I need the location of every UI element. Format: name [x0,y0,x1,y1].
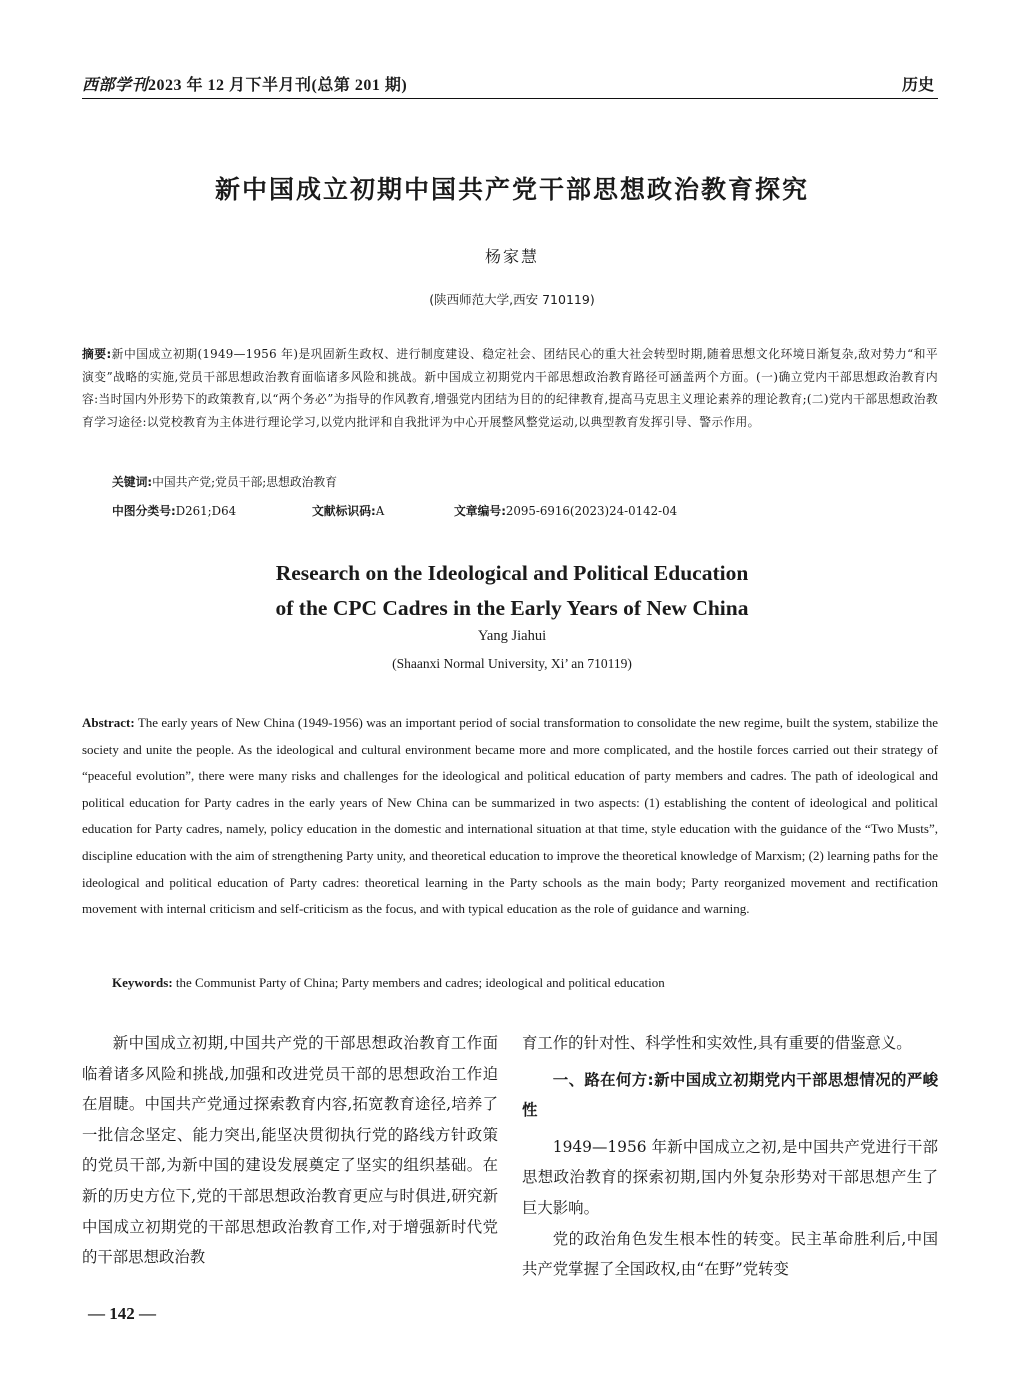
body-paragraph: 党的政治角色发生根本性的转变。民主革命胜利后,中国共产党掌握了全国政权,由“在野”党转变 [522,1229,938,1279]
document-code: 文献标识码:A [312,504,385,518]
issue-info: 2023 年 12 月下半月刊(总第 201 期) [148,77,408,94]
body-paragraph: 育工作的针对性、科学性和实效性,具有重要的借鉴意义。 [522,1034,912,1052]
running-header [82,72,938,99]
section-label: 历史 [901,75,934,94]
title-en-line-2: of the CPC Cadres in the Early Years of New China [275,596,749,620]
affiliation-en: (Shaanxi Normal University, Xi’ an 710119) [392,656,632,671]
keywords-cn-label: 关键词: [112,475,153,489]
abstract-cn-label: 摘要: [82,347,112,361]
keywords-en-text: the Communist Party of China; Party members and cadres; ideological and political education [175,975,665,990]
journal-logo: 西部学刊 [82,75,149,94]
body-paragraph: 新中国成立初期,中国共产党的干部思想政治教育工作面临着诸多风险和挑战,加强和改进党员干部的思想政治工作迫在眉睫。中国共产党通过探索教育内容,拓宽教育途径,培养了一批信念坚定、能力突出,能坚决贯彻执行党的路线方针政策的党员干部,为新中国的建设发展奠定了坚实的组织基础。在新的历史方位下,党的干部思想政治教育更应与时俱进,研究新中国成立初期党的干部思想政治教育工作,对于增强新时代党的干部思想政治教 [82,1034,498,1267]
author-cn: 杨家慧 [484,247,539,266]
abstract-cn-text: 新中国成立初期(1949—1956 年)是巩固新生政权、进行制度建设、稳定社会、团结民心的重大社会转型时期,随着思想文化环境日渐复杂,敌对势力“和平演变”战略的实施,党员干部思想政治教育面临诸多风险和挑战。新中国成立初期党内干部思想政治教育路径可涵盖两个方面。(一)确立党内干部思想政治教育内容:当时国内外形势下的政策教育,以“两个务必”为指导的作风教育,增强党内团结为目的的纪律教育,提高马克思主义理论素养的理论教育;(二)党内干部思想政治教育学习途径:以党校教育为主体进行理论学习,以党内批评和自我批评为中心开展整风整党运动,以典型教育发挥引导、警示作用。 [82,347,939,429]
classification-line [112,502,932,519]
article-title-cn: 新中国成立初期中国共产党干部思想政治教育探究 [214,175,809,204]
body-paragraph: 1949—1956 年新中国成立之初,是中国共产党进行干部思想政治教育的探索初期,国内外复杂形势对干部思想产生了巨大影响。 [522,1137,938,1217]
page-number: — 142 — [88,1304,156,1323]
body-column-right [522,1028,938,1285]
journal-issue-line [82,72,407,95]
author-en: Yang Jiahui [477,628,547,644]
keywords-cn [112,473,337,490]
section-heading: 一、路在何方:新中国成立初期党内干部思想情况的严峻性 [522,1070,938,1120]
abstract-en-text: The early years of New China (1949-1956) was an important period of social transformation to consolidate the new regime, built the system, stabilize the society and unite the people. As the ideological and cultural environment became more and more complicated, and the hostile forces carried out their strategy of “peaceful evolution”, there were many risks and challenges for the ideological and political education of party members and cadres. The path of ideological and political education for Party cadres in the early years of New China can be summarized in two aspects: (1) establishing the content of ideological and political education for Party cadres, namely, policy education in the domestic and international situation at that time, style education with the guidance of the “Two Musts”, discipline education with the aim of strengthening Party unity, and theoretical education to improve the theoretical knowledge of Marxism; (2) learning paths for the ideological and political education of Party cadres: theoretical learning in the Party schools as the main body; Party reorganized movement and rectification movement with internal criticism and self-criticism as the focus, and with typical education as the role of guidance and warning. [82,715,938,917]
abstract-cn [82,343,938,433]
body-column-left [82,1028,498,1273]
title-en-line-1: Research on the Ideological and Political Education [275,561,749,585]
keywords-cn-text: 中国共产党;党员干部;思想政治教育 [152,475,338,489]
clc-number: 中图分类号:D261;D64 [112,504,237,518]
keywords-en [112,975,932,991]
abstract-en [82,710,938,923]
affiliation-cn: (陕西师范大学,西安 710119) [429,292,595,307]
abstract-en-label: Abstract: [82,715,135,730]
article-title-en [0,556,1024,626]
keywords-en-label: Keywords: [112,975,173,990]
article-number: 文章编号:2095-6916(2023)24-0142-04 [454,504,678,518]
